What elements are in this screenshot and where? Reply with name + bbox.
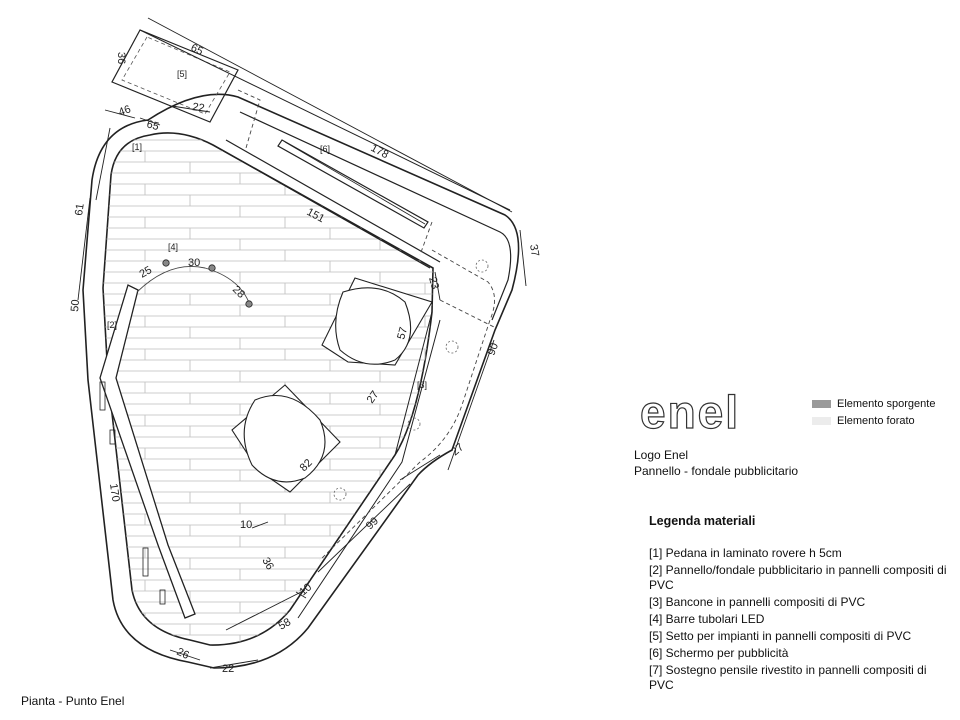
logo-caption: [634, 447, 798, 479]
dim-label: 28: [229, 283, 248, 301]
dim-label: 65: [145, 118, 161, 134]
key-label: Elemento forato: [837, 415, 915, 427]
dim-label: 22: [222, 663, 235, 675]
legend-title: Legenda materiali: [649, 514, 756, 528]
setto-box: [112, 30, 238, 122]
materials-legend: [649, 514, 949, 695]
dim-label: 36: [259, 555, 276, 573]
legend-item: [6] Schermo per pubblicità: [649, 646, 789, 660]
dim-label: 23: [426, 275, 441, 291]
enel-logo: [640, 386, 780, 441]
tag-6: [6]: [320, 144, 331, 154]
dim-label: 170: [107, 482, 122, 503]
dim-label: 27: [364, 388, 382, 406]
dim-label: 99: [363, 515, 382, 533]
dim-label: 30: [188, 257, 201, 269]
legend-item: [1] Pedana in laminato rovere h 5cm: [649, 546, 842, 560]
tag-5: [5]: [177, 69, 188, 79]
dim-label: 36: [115, 52, 127, 65]
legend-item: [3] Bancone in pannelli compositi di PVC: [649, 595, 866, 609]
tag-3: [3]: [417, 380, 428, 390]
tag-2: [2]: [107, 320, 118, 330]
dim-label: 58: [276, 616, 294, 633]
dimension-lines: [78, 18, 526, 668]
drawing-title: Pianta - Punto Enel: [21, 694, 125, 708]
logo-wordmark: enel: [640, 386, 741, 436]
key-sporgente: [812, 398, 935, 410]
chair-1: [322, 278, 432, 365]
swatch-forato: [812, 417, 831, 425]
advertising-panel: [100, 285, 195, 618]
advertising-screen: [278, 140, 428, 228]
legend-item: [5] Setto per impianti in pannelli compositi di PVC: [649, 629, 912, 643]
dim-label: 57: [395, 325, 411, 341]
dim-label: 25: [137, 264, 155, 281]
dim-label: 22: [191, 101, 206, 115]
legend-item: [2] Pannello/fondale pubblicitario in pannelli compositi di PVC: [649, 563, 947, 592]
dim-label: 61: [73, 202, 87, 217]
dim-label: 10: [297, 581, 315, 599]
dim-label: 27: [449, 441, 467, 459]
key-forato: [812, 415, 915, 427]
legend-item: [7] Sostegno pensile rivestito in pannelli compositi di PVC: [649, 663, 927, 692]
dim-label: 50: [69, 299, 83, 313]
swatch-sporgente: [812, 400, 831, 408]
dim-label: 178: [368, 142, 391, 162]
key-label: Elemento sporgente: [837, 398, 936, 410]
enel-logo-mark: [640, 386, 780, 436]
dim-label: 26: [174, 645, 191, 662]
dim-label: 37: [527, 243, 541, 258]
dim-label: 65: [188, 41, 205, 58]
dim-label: 10: [240, 519, 253, 531]
dim-label: 151: [304, 206, 327, 226]
tag-4: [4]: [168, 242, 179, 252]
dim-label: 90: [485, 341, 502, 358]
dim-label: 46: [116, 103, 133, 119]
legend-item: [4] Barre tubolari LED: [649, 612, 765, 626]
dim-label: 82: [297, 456, 315, 475]
tag-1: [1]: [132, 142, 143, 152]
logo-caption-line1: Logo Enel: [634, 448, 689, 462]
logo-caption-line2: Pannello - fondale pubblicitario: [634, 464, 799, 478]
chair-2: [232, 385, 340, 492]
